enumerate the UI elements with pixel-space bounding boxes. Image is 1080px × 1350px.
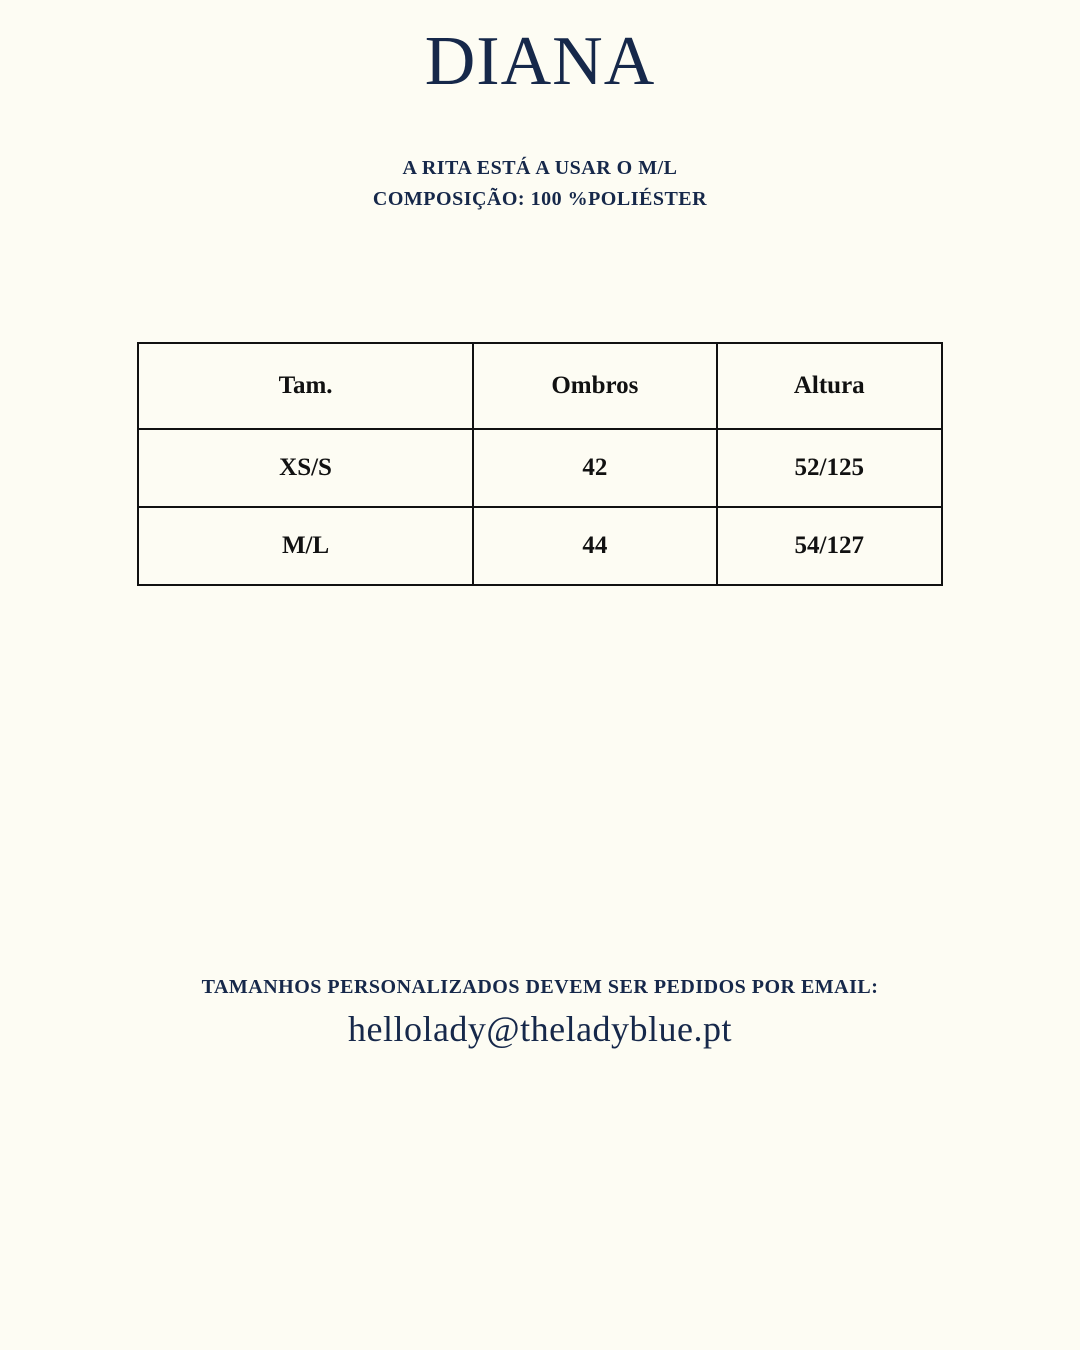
- table-header-row: [138, 343, 942, 429]
- header-size: Tam.: [138, 343, 473, 429]
- cell-height: 52/125: [717, 429, 942, 507]
- cell-size: XS/S: [138, 429, 473, 507]
- cell-height: 54/127: [717, 507, 942, 585]
- model-size-note: A RITA ESTÁ A USAR O M/L: [402, 157, 678, 179]
- page-title: DIANA: [424, 23, 656, 100]
- size-table: [137, 342, 943, 586]
- table-row: [138, 507, 942, 585]
- cell-shoulders: 44: [473, 507, 716, 585]
- cell-shoulders: 42: [473, 429, 716, 507]
- cell-size: M/L: [138, 507, 473, 585]
- header-height: Altura: [717, 343, 942, 429]
- table-row: [138, 429, 942, 507]
- custom-sizes-note: TAMANHOS PERSONALIZADOS DEVEM SER PEDIDOS POR EMAIL:: [201, 976, 879, 998]
- composition-text: COMPOSIÇÃO: 100 %POLIÉSTER: [372, 188, 708, 210]
- header-shoulders: Ombros: [473, 343, 716, 429]
- contact-email-link[interactable]: hellolady@theladyblue.pt: [347, 1009, 733, 1049]
